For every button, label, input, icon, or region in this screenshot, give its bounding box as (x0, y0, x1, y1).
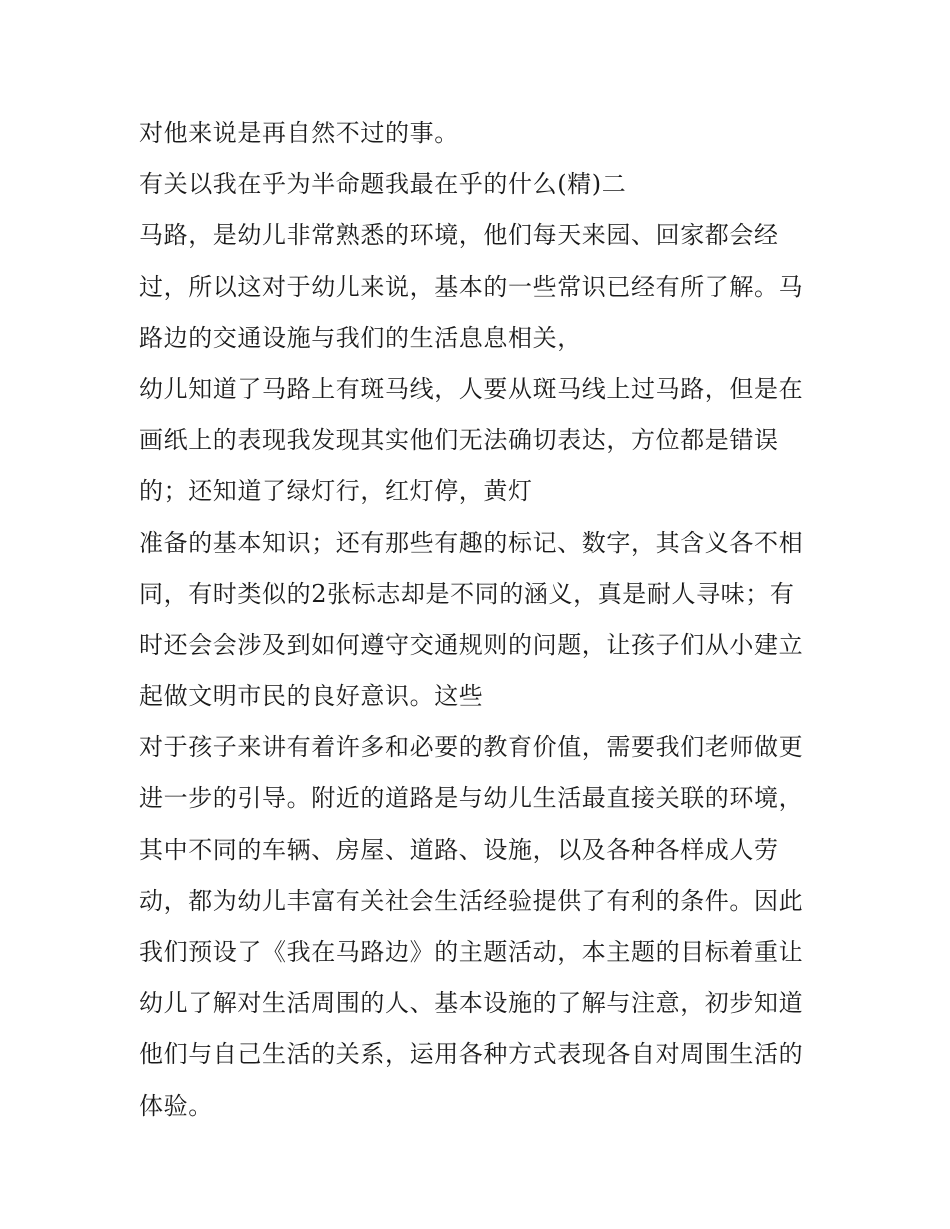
text-line: 对于孩子来讲有着许多和必要的教育价值，需要我们老师做更 (139, 733, 804, 762)
text-line: 幼儿了解对生活周围的人、基本设施的了解与注意，初步知道 (139, 989, 804, 1018)
text-line: 马路，是幼儿非常熟悉的环境，他们每天来园、回家都会经 (139, 221, 779, 250)
text-line: 同，有时类似的2张标志却是不同的涵义，真是耐人寻味；有 (139, 579, 795, 608)
text-line: 画纸上的表现我发现其实他们无法确切表达，方位都是错误 (139, 426, 779, 455)
text-line: 动，都为幼儿丰富有关社会生活经验提供了有利的条件。因此 (139, 886, 804, 915)
text-line: 路边的交通设施与我们的生活息息相关， (139, 323, 582, 352)
document-body (139, 108, 819, 1132)
text-line: 其中不同的车辆、房屋、道路、设施，以及各种各样成人劳 (139, 835, 779, 864)
text-line: 进一步的引导。附近的道路是与幼儿生活最直接关联的环境， (139, 784, 804, 813)
text-line: 准备的基本知识；还有那些有趣的标记、数字，其含义各不相 (139, 528, 804, 557)
text-line: 时还会会涉及到如何遵守交通规则的问题，让孩子们从小建立 (139, 630, 804, 659)
text-line: 体验。 (139, 1091, 213, 1120)
text-line: 的；还知道了绿灯行，红灯停，黄灯 (139, 477, 533, 506)
text-line: 我们预设了《我在马路边》的主题活动，本主题的目标着重让 (139, 938, 804, 966)
text-line: 幼儿知道了马路上有斑马线，人要从斑马线上过马路，但是在 (139, 374, 804, 403)
section-heading: 有关以我在乎为半命题我最在乎的什么(精)二 (139, 170, 627, 199)
text-line: 起做文明市民的良好意识。这些 (139, 682, 484, 711)
text-line: 过，所以这对于幼儿来说，基本的一些常识已经有所了解。马 (139, 272, 804, 301)
text-line: 对他来说是再自然不过的事。 (139, 119, 459, 147)
text-line: 他们与自己生活的关系，运用各种方式表现各自对周围生活的 (139, 1040, 804, 1069)
